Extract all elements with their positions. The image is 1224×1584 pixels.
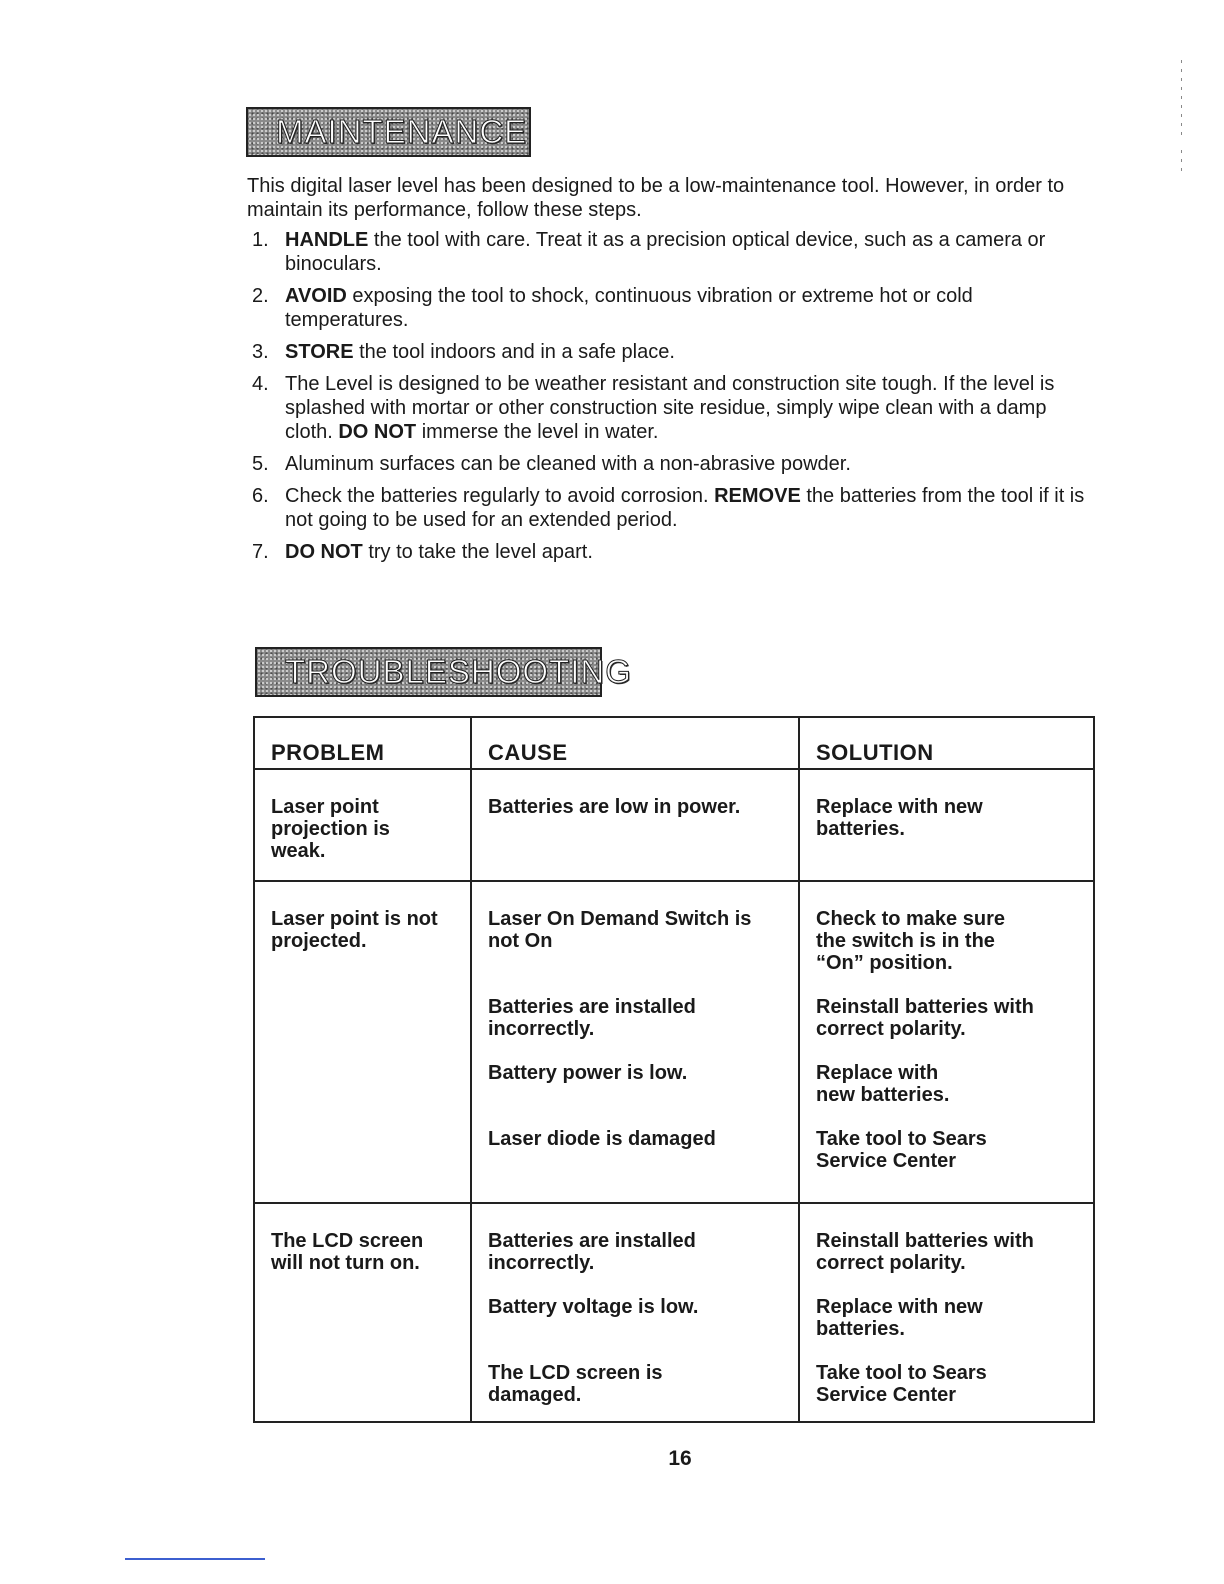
maintenance-step: 7. DO NOT try to take the level apart.: [252, 541, 593, 563]
maintenance-step: 1. HANDLE the tool with care. Treat it as a precision optical device, such as a camera or binoculars.: [252, 229, 1046, 275]
problem-cell: The LCD screen will not turn on.: [254, 1203, 471, 1422]
cause-cell: Batteries are installed incorrectly. Battery voltage is low. The LCD screen is damaged.: [471, 1203, 799, 1422]
problem-cell: Laser point is not projected.: [254, 881, 471, 1203]
maintenance-intro: This digital laser level has been designed to be a low-maintenance tool. However, in order to maintain its performance, follow these steps.: [247, 175, 1065, 221]
cause-cell: Batteries are low in power.: [471, 769, 799, 881]
maintenance-steps: [252, 228, 1092, 572]
table-row: [254, 769, 1094, 881]
cause-header: CAUSE: [471, 717, 799, 769]
solution-cell: Replace with new batteries.: [799, 769, 1094, 881]
scan-edge-mark: [1181, 150, 1182, 175]
maintenance-step: 5. Aluminum surfaces can be cleaned with a non-abrasive powder.: [252, 453, 851, 475]
solution-cell: Check to make sure the switch is in the “On” position. Reinstall batteries with correct polarity. Replace with new batteries. Take tool to Sears Service Center: [799, 881, 1094, 1203]
solution-cell: Reinstall batteries with correct polarity. Replace with new batteries. Take tool to Sears Service Center: [799, 1203, 1094, 1422]
troubleshooting-heading-banner: [255, 647, 632, 697]
table-row: [254, 1203, 1094, 1422]
troubleshooting-heading: TROUBLESHOOTING: [285, 653, 632, 690]
maintenance-step: 4. The Level is designed to be weather resistant and construction site tough. If the level is splashed with mortar or other construction site residue, simply wipe clean with a damp cloth. DO NOT immerse the level in water.: [252, 373, 1055, 443]
table-header-row: [254, 717, 1094, 769]
maintenance-step: 3. STORE the tool indoors and in a safe place.: [252, 341, 675, 363]
problem-header: PROBLEM: [254, 717, 471, 769]
maintenance-step: 2. AVOID exposing the tool to shock, continuous vibration or extreme hot or cold temperatures.: [252, 285, 973, 331]
maintenance-heading: MAINTENANCE: [276, 113, 528, 150]
table-row: [254, 881, 1094, 1203]
maintenance-heading-banner: [246, 107, 531, 157]
page-number: 16: [668, 1447, 692, 1470]
scan-edge-mark: [1181, 60, 1182, 140]
problem-cell: Laser point projection is weak.: [254, 769, 471, 881]
maintenance-step: 6. Check the batteries regularly to avoid corrosion. REMOVE the batteries from the tool if it is not going to be used for an extended period.: [252, 485, 1085, 531]
cause-cell: Laser On Demand Switch is not On Batteries are installed incorrectly. Battery power is low. Laser diode is damaged: [471, 881, 799, 1203]
troubleshooting-table: [253, 716, 1095, 1423]
solution-header: SOLUTION: [799, 717, 1094, 769]
scan-underline-mark: [125, 1558, 265, 1560]
